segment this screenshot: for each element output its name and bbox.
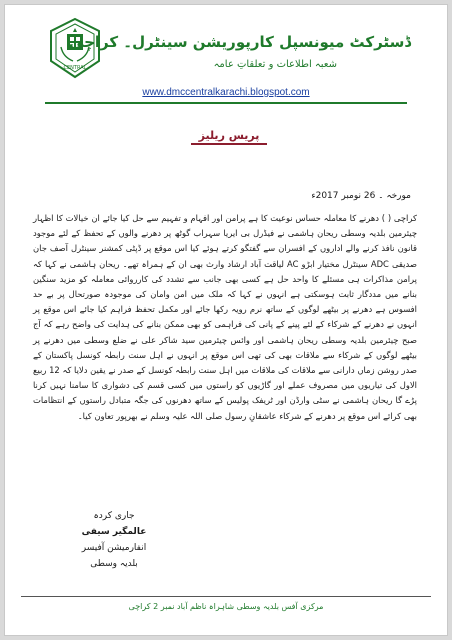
- press-release-page: [4, 4, 448, 636]
- header-divider: [45, 102, 407, 104]
- issued-by-label: جاری کردہ: [93, 511, 135, 521]
- press-release-heading: پریس ریلیز: [191, 129, 267, 145]
- department-name: شعبہ اطلاعات و تعلقاتِ عامہ: [213, 59, 337, 70]
- signatory-name: عالمگیر سیفی: [81, 527, 147, 537]
- signatory-org: بلدیہ وسطی: [90, 559, 138, 569]
- body-paragraph: کراچی ( ) دھرنے کا معاملہ حساس نوعیت کا ہے پرامن اور افہام و تفہیم سے حل کیا جائے ان خیالات کا اظہار چیئرمین بلدیہ وسطی ریحان ہاشمی نے فیڈرل بی ایریا سہراب گوٹھ پر دھرنے والوں کے تحفظ کے لئے موجود قانون نافذ کرنے والے اداروں کے افسران سے گفتگو کرتے ہوئے کیا اس موقع پر ڈپٹی کمشنر سینٹرل آصف جان صدیقی ADC سینٹرل مختیار ابڑو AC لیاقت آباد ارشاد وارث بھی ان کے ہمراہ تھے۔ ریحان ہاشمی نے کہا کہ پرامن مذاکرات ہی مسئلے کا واحد حل ہے کسی بھی جانب سے تشدد کی کارروائی معاملہ کو مزید سنگین بنانے میں مددگار ثابت ہوسکتی ہے انہوں نے کہا کہ ملک میں امن وامان کی موجودہ صورتحال پر بے حد افسوس ہے دھرنے پر بیٹھے لوگوں کے ساتھ نرم رویہ رکھا جائے اور مکمل تحفظ فراہم کیا جائے اس موقع پر انہوں نے دھرنے کے شرکاء کے لئے پینے کے پانی کی فراہمی کو بھی ممکن بنانے کی ہدایت کی واضح رہے کہ آج صبح چیئرمین بلدیہ وسطی ریحان ہاشمی اور وائس چیئرمین سید شاکر علی نے ضلع وسطی میں دھرنے پر بیٹھے لوگوں کے شرکاء سے ملاقات بھی کی تھی اس موقع پر انہوں نے اہل سنت رابطہ کونسل پاکستان کے صدر روشن زماں دارانی سے ملاقات کی ملاقات میں اہل سنت رابطہ کونسل کے صدر نے یقین دلایا کہ 12 ربیع الاول کی تیاریوں میں مصروف عملے اور گاڑیوں کو راستوں میں کسی قسم کی دشواری کا سامنا نہیں کرنا پڑے گا ریحان ہاشمی نے سٹی وارڈن اور ٹریفک پولیس کے ساتھ دھرنوں کی جگہ متبادل راستوں کے انتظامات بھی کرائے اس موقع پر دھرنے کے شرکاء عاشقانِ رسول صلی اللہ علیہ وسلم نے بھرپور تعاون کیا۔: [33, 213, 417, 421]
- release-date: مورخہ ۔ 26 نومبر 2017ء: [311, 191, 411, 201]
- footer-address: مرکزی آفس بلدیہ وسطی شاہراہ ناظم آباد نمبر 2 کراچی: [128, 602, 324, 611]
- release-body: [33, 211, 417, 439]
- footer-divider: [21, 596, 431, 597]
- signature-block: [69, 508, 159, 572]
- emblem-caption: CENTRAL: [63, 65, 87, 71]
- signatory-title: انفارمیشن آفیسر: [81, 543, 147, 553]
- blog-link[interactable]: www.dmccentralkarachi.blogspot.com: [142, 87, 310, 98]
- organization-title: ڈسٹرکٹ میونسپل کارپوریشن سینٹرل۔ کراچی: [68, 33, 411, 51]
